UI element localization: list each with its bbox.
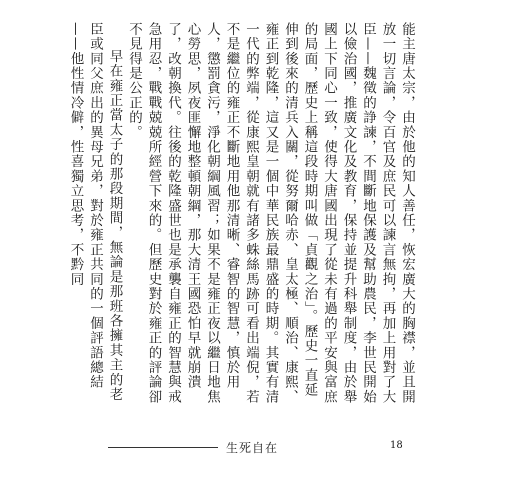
vertical-text-body: [67, 22, 416, 408]
page-number: 18: [390, 440, 403, 451]
paragraph: 能主唐太宗，由於他的知人善任，恢宏廣大的胸襟，並且開放一切言論，令百官及庶民可以諫言無拘，再加上用對了大臣——魏徵的諍諫，不間斷地保護及幫助農民，李世民開始以儉治國，推廣文化及教育，保持並提升科舉制度，由於舉國上下同心一致，使得大唐國出現了從未有過的平安與富庶的局面，歷史上稱這段時期叫做「貞觀之治」。歷史一直延伸到後來的清兵入關，從努爾哈赤、皇太極、順治、康熙、雍正到乾隆，這又是一個中華民族最鼎盛的時期。其實有清一代的弊端，從康熙皇朝就有諸多蛛絲馬跡可看出端倪，若不是繼位的雍正不斷地用他那清晰、睿智的智慧，慎於用人，懲罰貪污，淨化朝綱風習；如果不是雍正夜以繼日地焦心勞思，夙夜匪懈地整頓朝綱，那大清王國恐怕早就崩潰了，改朝換代。往後的乾隆盛世也是承襲自雍正的智慧與戒急用忍，戰戰兢兢所經營下來的。但歷史對於雍正的評論卻不見得是公正的。: [126, 22, 415, 405]
footer-divider: [108, 447, 218, 448]
running-footer-title: 生死自在: [226, 441, 279, 455]
paragraph: 早在雍正當太子的那段期間，無論是那班各擁其主的老臣或同父庶出的異母兄弟，對於雍正共同的一個評語總結——他性情冷僻，性喜獨立思考，不黔同: [67, 22, 123, 402]
